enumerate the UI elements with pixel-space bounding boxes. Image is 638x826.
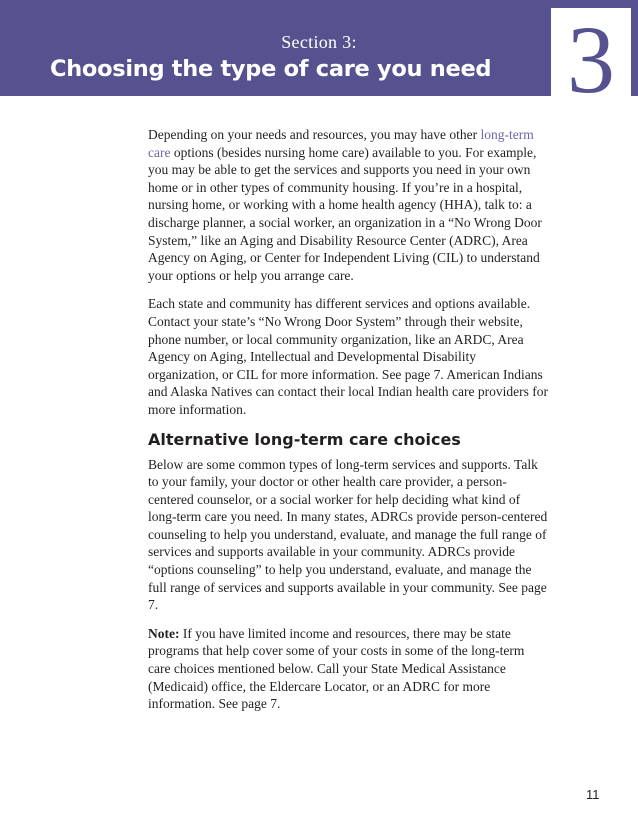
note-paragraph	[148, 625, 548, 713]
intro-text-end: options (besides nursing home care) available to you. For example, you may be able to get the services and supports you need in your own home or in other types of community housing. If you’re in a hospital, nursing home, or working with a home health agency (HHA), talk to: a discharge planner, a social worker, an organization in a “No Wrong Door System,” like an Aging and Disability Resource Center (ADRC), Area Agency on Aging, or Center for Independent Living (CIL) to understand your options or help you arrange care.	[148, 144, 542, 283]
page-title: Choosing the type of care you need	[50, 56, 492, 82]
intro-text-start: Depending on your needs and resources, you may have other	[148, 127, 481, 142]
long-term-care-link[interactable]: long-term care	[148, 127, 534, 160]
state-services-paragraph: Each state and community has different services and options available. Contact your state’s “No Wrong Door System” through their website, phone number, or local community organization, like an ARDC, Area Agency on Aging, Intellectual and Developmental Disability organization, or CIL for more information. See page 7. American Indians and Alaska Natives can contact their local Indian health care providers for more information.	[148, 296, 548, 417]
note-text: If you have limited income and resources, there may be state programs that help cover some of your costs in some of the long-term care choices mentioned below. Call your State Medical Assistance (Medicaid) office, the Eldercare Locator, or an ADRC for more information. See page 7.	[148, 625, 525, 712]
intro-paragraph	[148, 126, 548, 284]
note-label: Note:	[148, 625, 180, 641]
section-number: 3	[551, 8, 631, 112]
main-content	[148, 126, 548, 724]
section-heading: Alternative long-term care choices	[148, 429, 461, 449]
alternatives-paragraph: Below are some common types of long-term services and supports. Talk to your family, your doctor or other health care provider, a person-centered counselor, or a social worker for help deciding what kind of long-term care you need. In many states, ADRCs provide person-centered counseling to help you understand, evaluate, and manage the full range of services and supports available in your community. ADRCs provide “options counseling” to help you understand, evaluate, and manage the full range of services and supports available in your community. See page 7.	[148, 456, 548, 613]
page-number: 11	[586, 787, 600, 802]
section-label: Section 3:	[281, 32, 357, 52]
